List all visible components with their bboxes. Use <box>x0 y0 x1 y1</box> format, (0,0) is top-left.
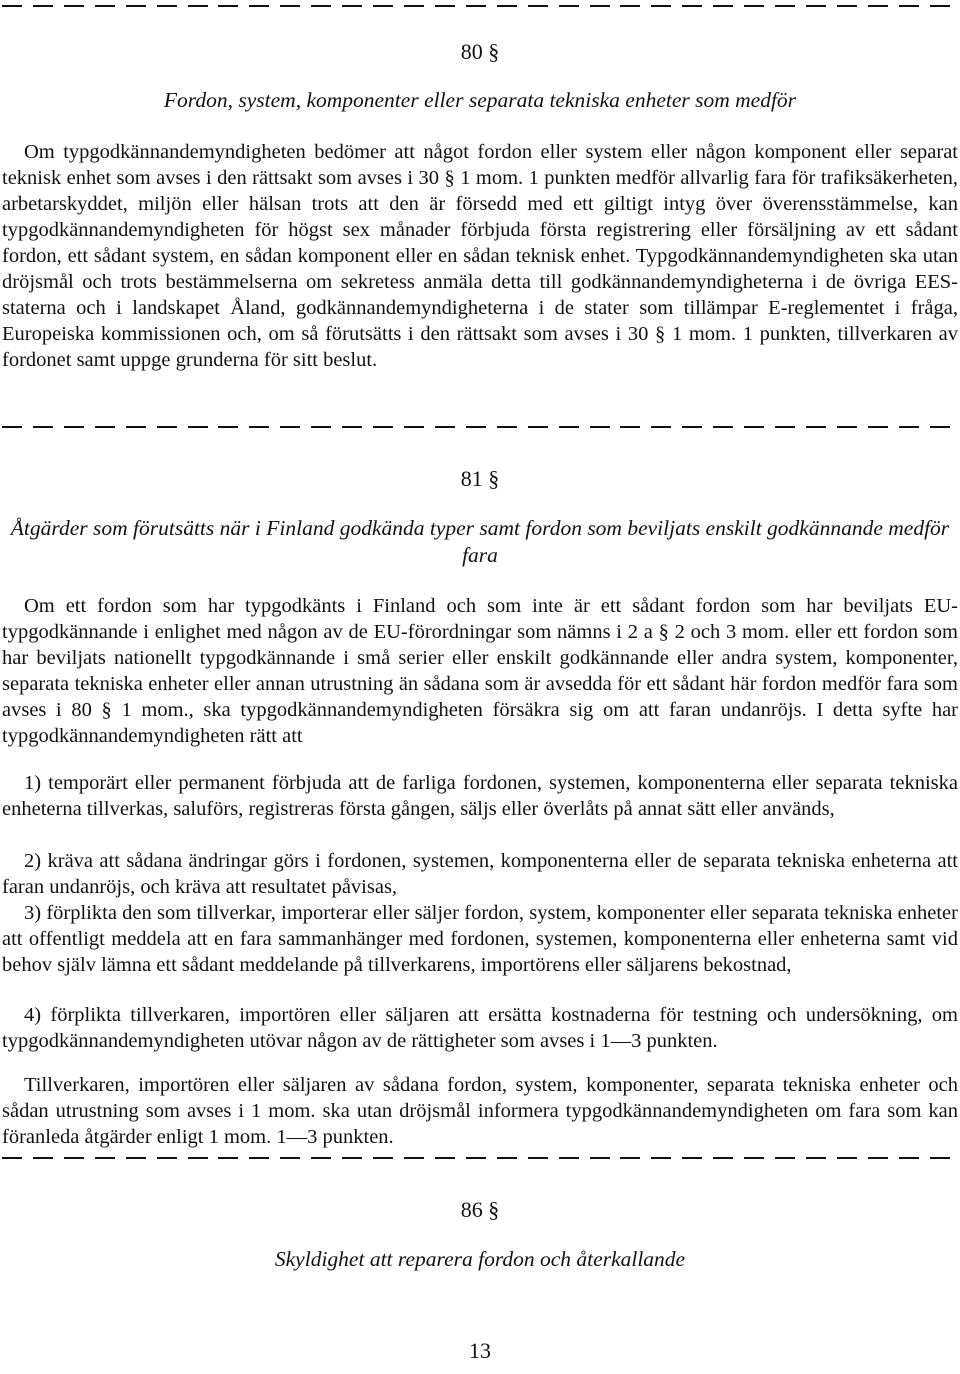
divider-dash <box>373 1157 393 1159</box>
divider-dash <box>373 426 393 428</box>
divider-dash <box>528 426 548 428</box>
divider-dash <box>157 426 177 428</box>
divider-dash <box>249 426 269 428</box>
divider-dash <box>280 5 300 7</box>
divider-dash <box>713 1157 733 1159</box>
divider-dash <box>188 1157 208 1159</box>
divider-dash <box>837 426 857 428</box>
divider-dash <box>95 1157 115 1159</box>
divider-dash <box>775 5 795 7</box>
divider-dash <box>466 1157 486 1159</box>
divider-dash <box>682 5 702 7</box>
divider-dash <box>559 426 579 428</box>
divider-dash <box>188 426 208 428</box>
divider-dash <box>435 5 455 7</box>
divider-dash <box>620 426 640 428</box>
divider-dash <box>435 426 455 428</box>
divider-dash <box>280 426 300 428</box>
divider-dash <box>590 1157 610 1159</box>
divider-dash <box>868 5 888 7</box>
section-81-item-1: 1) temporärt eller permanent förbjuda att de farliga fordonen, systemen, komponenterna eller separata tekniska enheterna tillverkas, saluförs, registreras första gången, säljs eller överlåts på annat sätt eller används, <box>2 772 958 820</box>
divider-dash <box>404 426 424 428</box>
divider-dash <box>342 1157 362 1159</box>
divider-dash <box>806 5 826 7</box>
divider-dash <box>713 426 733 428</box>
section-81-item-2: 2) kräva att sådana ändringar görs i fordonen, systemen, komponenterna eller de separata tekniska enheterna att faran undanröjs, och kräva att resultatet påvisas, <box>2 850 958 898</box>
section-81-closing: Tillverkaren, importören eller säljaren av sådana fordon, system, komponenter, separata tekniska enheter och sådan utrustning som avses i 1 mom. ska utan dröjsmål informera typgodkännandemyndigheten om fara som kan föranleda åtgärder enligt 1 mom. 1—3 punkten. <box>2 1074 958 1148</box>
divider-dash <box>311 5 331 7</box>
section-81-item-4: 4) förplikta tillverkaren, importören eller säljaren att ersätta kostnaderna för testning och undersökning, om typgodkännandemyndigheten utövar någon av de rättigheter som avses i 1—3 punkten. <box>2 1004 958 1052</box>
divider-dash <box>126 5 146 7</box>
divider-dash <box>33 426 53 428</box>
divider-dash <box>775 426 795 428</box>
divider-dash <box>651 1157 671 1159</box>
divider-dash <box>249 5 269 7</box>
divider-dash <box>435 1157 455 1159</box>
divider-dash <box>33 1157 53 1159</box>
divider-dash <box>218 426 238 428</box>
divider-dash <box>899 426 919 428</box>
divider-dash <box>930 5 950 7</box>
divider-dash <box>64 426 84 428</box>
divider-dash <box>2 1157 22 1159</box>
divider-dash <box>126 1157 146 1159</box>
divider-dash <box>64 1157 84 1159</box>
divider-dash <box>682 426 702 428</box>
divider-dash <box>342 5 362 7</box>
section-86-heading: Skyldighet att reparera fordon och återkallande <box>274 1247 686 1271</box>
divider-dash <box>33 5 53 7</box>
divider-dash <box>157 1157 177 1159</box>
divider-dash <box>899 1157 919 1159</box>
section-81-intro: Om ett fordon som har typgodkänts i Finland och som inte är ett sådant fordon som har beviljats EU-typgodkännande i enlighet med någon av de EU-förordningar som nämns i 2 a § 2 och 3 mom. eller ett fordon som har beviljats nationellt typgodkännande i små serier eller enskilt godkännande eller andra system, komponenter, separata tekniska enheter eller annan utrustning än sådana som är avsedda för ett sådant här fordon medför fara som avses i 80 § 1 mom., ska typgodkännandemyndigheten försäkra sig om att faran undanröjs. I detta syfte har typgodkännandemyndigheten rätt att <box>2 595 958 747</box>
divider-dash <box>64 5 84 7</box>
divider-dash <box>590 426 610 428</box>
divider-dash <box>497 5 517 7</box>
divider-dash <box>497 1157 517 1159</box>
divider-dash <box>528 5 548 7</box>
divider-dash <box>590 5 610 7</box>
divider-dash <box>466 426 486 428</box>
divider-dash <box>373 5 393 7</box>
divider-dash <box>404 1157 424 1159</box>
divider-dash <box>775 1157 795 1159</box>
divider-dash <box>620 1157 640 1159</box>
divider-dash <box>249 1157 269 1159</box>
divider-dash <box>2 426 22 428</box>
omission-divider <box>0 426 952 428</box>
divider-dash <box>280 1157 300 1159</box>
divider-dash <box>528 1157 548 1159</box>
divider-dash <box>95 426 115 428</box>
section-86-number: 86 § <box>460 1197 500 1222</box>
section-81-number: 81 § <box>460 466 500 491</box>
divider-dash <box>930 1157 950 1159</box>
divider-dash <box>651 426 671 428</box>
divider-dash <box>497 426 517 428</box>
divider-dash <box>744 5 764 7</box>
divider-dash <box>868 1157 888 1159</box>
divider-dash <box>466 5 486 7</box>
divider-dash <box>559 5 579 7</box>
omission-divider <box>0 1157 952 1159</box>
divider-dash <box>218 1157 238 1159</box>
divider-dash <box>651 5 671 7</box>
divider-dash <box>95 5 115 7</box>
divider-dash <box>218 5 238 7</box>
divider-dash <box>899 5 919 7</box>
divider-dash <box>744 1157 764 1159</box>
divider-dash <box>559 1157 579 1159</box>
section-81-heading: Åtgärder som förutsätts när i Finland godkända typer samt fordon som beviljats enskilt godkännande medför fara <box>10 516 950 567</box>
divider-dash <box>311 1157 331 1159</box>
divider-dash <box>157 5 177 7</box>
omission-divider-top <box>0 5 952 7</box>
divider-dash <box>2 5 22 7</box>
divider-dash <box>682 1157 702 1159</box>
divider-dash <box>188 5 208 7</box>
section-80-body: Om typgodkännandemyndigheten bedömer att något fordon eller system eller någon komponent eller separat teknisk enhet som avses i den rättsakt som avses i 30 § 1 mom. 1 punkten medför allvarlig fara för trafiksäkerheten, arbetarskyddet, miljön eller hälsan trots att den är försedd med ett giltigt intyg över överensstämmelse, kan typgodkännandemyndigheten för högst sex månader förbjuda första registrering eller försäljning av ett sådant fordon, ett sådant system, en sådan komponent eller en sådan teknisk enhet. Typgodkännandemyndigheten ska utan dröjsmål och trots bestämmelserna om sekretess anmäla detta till godkännandemyndigheterna i de övriga EES-staterna och i landskapet Åland, godkännandemyndigheterna i de stater som tillämpar E-reglementet i fråga, Europeiska kommissionen och, om så förutsätts i den rättsakt som avses i 30 § 1 mom. 1 punkten, tillverkaren av fordonet samt uppge grunderna för sitt beslut. <box>2 141 958 371</box>
divider-dash <box>620 5 640 7</box>
section-80-heading: Fordon, system, komponenter eller separata tekniska enheter som medför <box>163 88 797 112</box>
section-80-number: 80 § <box>460 39 500 64</box>
divider-dash <box>311 426 331 428</box>
divider-dash <box>404 5 424 7</box>
divider-dash <box>713 5 733 7</box>
divider-dash <box>806 426 826 428</box>
divider-dash <box>126 426 146 428</box>
divider-dash <box>744 426 764 428</box>
divider-dash <box>837 1157 857 1159</box>
divider-dash <box>342 426 362 428</box>
divider-dash <box>837 5 857 7</box>
page-number: 13 <box>469 1338 491 1363</box>
divider-dash <box>806 1157 826 1159</box>
divider-dash <box>930 426 950 428</box>
section-81-item-3: 3) förplikta den som tillverkar, importerar eller säljer fordon, system, komponenter eller separata tekniska enheter att offentligt meddela att en fara sammanhänger med fordonen, systemen, komponenterna eller enheterna samt vid behov själv lämna ett sådant meddelande på tillverkarens, importörens eller säljarens bekostnad, <box>2 902 958 976</box>
divider-dash <box>868 426 888 428</box>
